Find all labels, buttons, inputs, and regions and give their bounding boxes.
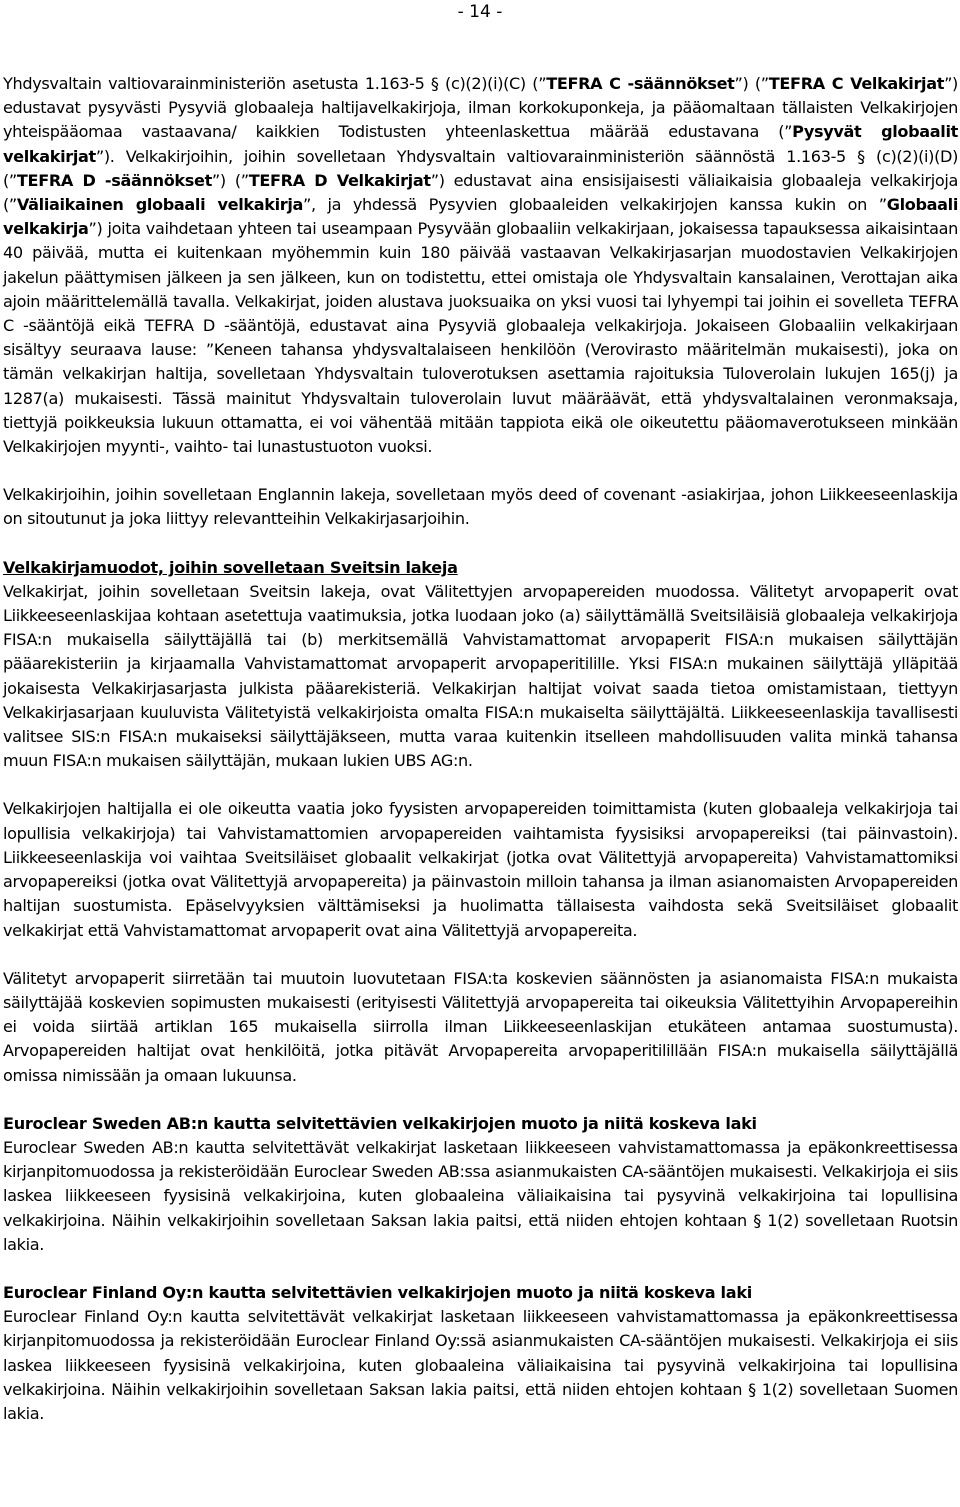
document-body xyxy=(3,72,958,1426)
paragraph-text-segment: ”) edustavat aina ensisijaisesti väliaikaisia globaaleja velkakirjoja (” xyxy=(3,170,958,215)
paragraph-gap xyxy=(3,773,958,797)
tefra-paragraph xyxy=(3,72,958,459)
paragraph-text-segment: ”) joita vaihdetaan yhteen tai useampaan Pysyvään globaaliin velkakirjaan, jokaisessa tapauksessa aikaisintaan 40 päivää, mutta ei kuitenkaan myöhemmin kuin 180 päivää vastaavan Velkakirjasarjan muodostavien Velkakirjojen jakelun päättymisen jälkeen ja sen jälkeen, kun on todistettu, ettei omistaja ole Yhdysvaltain kansalainen, Verottajan aika ajoin määrittelemällä tavalla. Velkakirjat, joiden alustava juoksuaika on yksi vuosi tai lyhyempi tai joihin ei sovelleta TEFRA C -sääntöjä eikä TEFRA D -sääntöjä, edustavat aina Pysyviä globaaleja velkakirjoja. Jokaiseen Globaaliin velkakirjaan sisältyy seuraava lause: ”Keneen tahansa yhdysvaltalaiseen henkilöön (Verovirasto määritelmän mukaisesti), joka on tämän velkakirjan haltija, sovelletaan Yhdysvaltain tuloverotuksen asettamia rajoituksia Tuloverolain lukujen 165(j) ja 1287(a) mukaisesti. Tässä mainitut Yhdysvaltain tuloverolain luvut määräävät, että yhdysvaltalainen veronmaksaja, tiettyjä poikkeuksia lukuun ottamatta, ei voi vähentää mitään tappiota eikä ole oikeutettu pääomaverotukseen minkään Velkakirjojen myynti-, vaihto- tai lunastustuoton vuoksi. xyxy=(3,219,958,457)
paragraph-gap xyxy=(3,532,958,556)
paragraph-text-segment: ”) (” xyxy=(211,170,249,190)
swiss-paragraph-2: Velkakirjojen haltijalla ei ole oikeutta vaatia joko fyysisten arvopapereiden toimittamista (kuten globaaleja velkakirjoja tai lopullisia velkakirjoja) tai Vahvistamattomien arvopapereiden vaihtamista fyysisiksi arvopapereiksi (tai päinvastoin). Liikkeeseenlaskija voi vaihtaa Sveitsiläiset globaalit velkakirjat (jotka ovat Välitettyjä arvopapereita) Vahvistamattomiksi arvopapereiksi (jotka ovat Välitettyjä arvopapereita) ja päinvastoin milloin tahansa ja ilman asianomaisten Arvopapereiden haltijan suostumista. Epäselvyyksien välttämiseksi ja huolimatta tällaisesta vaihdosta sekä Sveitsiläiset globaalit velkakirjat että Vahvistamattomat arvopaperit ovat aina Välitettyjä arvopapereita. xyxy=(3,799,958,940)
english-law-paragraph: Velkakirjoihin, joihin sovelletaan Englannin lakeja, sovelletaan myös deed of covenant -asiakirjaa, johon Liikkeeseenlaskija on sitoutunut ja joka liittyy relevantteihin Velkakirjasarjoihin. xyxy=(3,485,958,529)
paragraph-text-segment: ”, ja yhdessä Pysyvien globaaleiden velkakirjojen kanssa kukin on ” xyxy=(303,195,887,215)
paragraph-gap xyxy=(3,1257,958,1281)
defined-term: TEFRA D Velkakirjat xyxy=(248,170,431,190)
defined-term: TEFRA D -säännökset xyxy=(16,170,212,190)
paragraph-gap xyxy=(3,459,958,483)
paragraph-gap xyxy=(3,943,958,967)
swiss-law-heading: Velkakirjamuodot, joihin sovelletaan Sveitsin lakeja xyxy=(3,557,458,577)
swiss-paragraph-3: Välitetyt arvopaperit siirretään tai muutoin luovutetaan FISA:ta koskevien säännösten ja asianomaista FISA:n mukaista säilyttäjää koskevien sopimusten mukaisesti (erityisesti Välitettyjä arvopapereita tai oikeuksia Välitettyihin Arvopapereihin ei voida siirtää artiklan 165 mukaisella siirrolla ilman Liikkeeseenlaskijan etukäteen antamaa suostumusta). Arvopapereiden haltijat ovat henkilöitä, jotka pitävät Arvopapereita arvopaperitilillään FISA:n mukaisella säilyttäjällä omissa nimissään ja omaan lukuunsa. xyxy=(3,968,958,1085)
paragraph-text-segment: ”). Velkakirjoihin, joihin sovelletaan Yhdysvaltain valtiovarainministeriön säännöstä 1.163-5 § (c)(2)(i)(D) (” xyxy=(3,146,958,190)
defined-term: Globaali velkakirja xyxy=(3,195,958,239)
defined-term: TEFRA C -säännökset xyxy=(546,74,735,93)
defined-term: Pysyvät globaalit velkakirjat xyxy=(3,122,958,166)
defined-term: Väliaikainen globaali velkakirja xyxy=(16,195,304,215)
euroclear-finland-paragraph: Euroclear Finland Oy:n kautta selvitettävät velkakirjat lasketaan liikkeeseen vahvistamattomassa ja epäkonkreettisessa kirjanpitomuodossa ja rekisteröidään Euroclear Finland Oy:ssä asianmukaisten CA-sääntöjen mukaisesti. Velkakirjoja ei siis laskea liikkeeseen fyysisinä velkakirjoina, kuten globaaleina väliaikaisina tai pysyvinä velkakirjoina tai lopullisina velkakirjoina. Näihin velkakirjoihin sovelletaan Saksan lakia paitsi, että niiden ehtojen kohtaan § 1(2) sovelletaan Suomen lakia. xyxy=(3,1307,958,1423)
paragraph-text-segment: ”) (” xyxy=(734,74,769,93)
euroclear-finland-heading: Euroclear Finland Oy:n kautta selvitettävien velkakirjojen muoto ja niitä koskeva laki xyxy=(3,1282,752,1302)
page-number: - 14 - xyxy=(457,2,503,22)
swiss-paragraph-1: Velkakirjat, joihin sovelletaan Sveitsin lakeja, ovat Välitettyjen arvopapereiden muodossa. Välitetyt arvopaperit ovat Liikkeeseenlaskijaa kohtaan asetettuja vaatimuksia, jotka luodaan joko (a) säilyttämällä Sveitsiläisiä globaaleja velkakirjoja FISA:n mukaisella säilyttäjällä tai (b) merkitsemällä Vahvistamattomat arvopaperit FISA:n mukaisen säilyttäjän pääarekisteriin ja kirjaamalla Vahvistamattomat arvopaperit arvopaperitilille. Yksi FISA:n mukainen säilyttäjä ylläpitää jokaisesta Velkakirjasarjasta julkista pääarekisteriä. Velkakirjan haltijat voivat saada tietoa omistamistaan, tiettyyn Velkakirjasarjaan kuuluvista Välitetyistä velkakirjoista omalta FISA:n mukaiselta säilyttäjältä. Liikkeeseenlaskija tavallisesti valitsee SIS:n FISA:n mukaiseksi säilyttäjäkseen, mutta varaa kuitenkin itselleen mahdollisuuden valita minkä tahansa muun FISA:n mukaisen säilyttäjän, mukaan lukien UBS AG:n. xyxy=(3,581,958,771)
paragraph-text-segment: Yhdysvaltain valtiovarainministeriön asetusta 1.163-5 § (c)(2)(i)(C) (” xyxy=(3,74,547,93)
defined-term: TEFRA C Velkakirjat xyxy=(768,74,945,93)
paragraph-gap xyxy=(3,1088,958,1112)
euroclear-sweden-heading: Euroclear Sweden AB:n kautta selvitettävien velkakirjojen muoto ja niitä koskeva laki xyxy=(3,1113,757,1133)
euroclear-sweden-paragraph: Euroclear Sweden AB:n kautta selvitettävät velkakirjat lasketaan liikkeeseen vahvistamattomassa ja epäkonkreettisessa kirjanpitomuodossa ja rekisteröidään Euroclear Sweden AB:ssa asianmukaisten CA-sääntöjen mukaisesti. Velkakirjoja ei siis laskea liikkeeseen fyysisinä velkakirjoina, kuten globaaleina väliaikaisina tai pysyvinä velkakirjoina tai lopullisina velkakirjoina. Näihin velkakirjoihin sovelletaan Saksan lakia paitsi, että niiden ehtojen kohtaan § 1(2) sovelletaan Ruotsin lakia. xyxy=(3,1137,958,1254)
paragraph-text-segment: ”) edustavat pysyvästi Pysyviä globaaleja haltijavelkakirjoja, ilman korkokuponkeja, ja pääomaltaan tällaisten Velkakirjojen yhteispääomaa vastaavana/ kaikkien Todistusten yhteenlaskettua määrää edustavana (” xyxy=(3,74,958,142)
